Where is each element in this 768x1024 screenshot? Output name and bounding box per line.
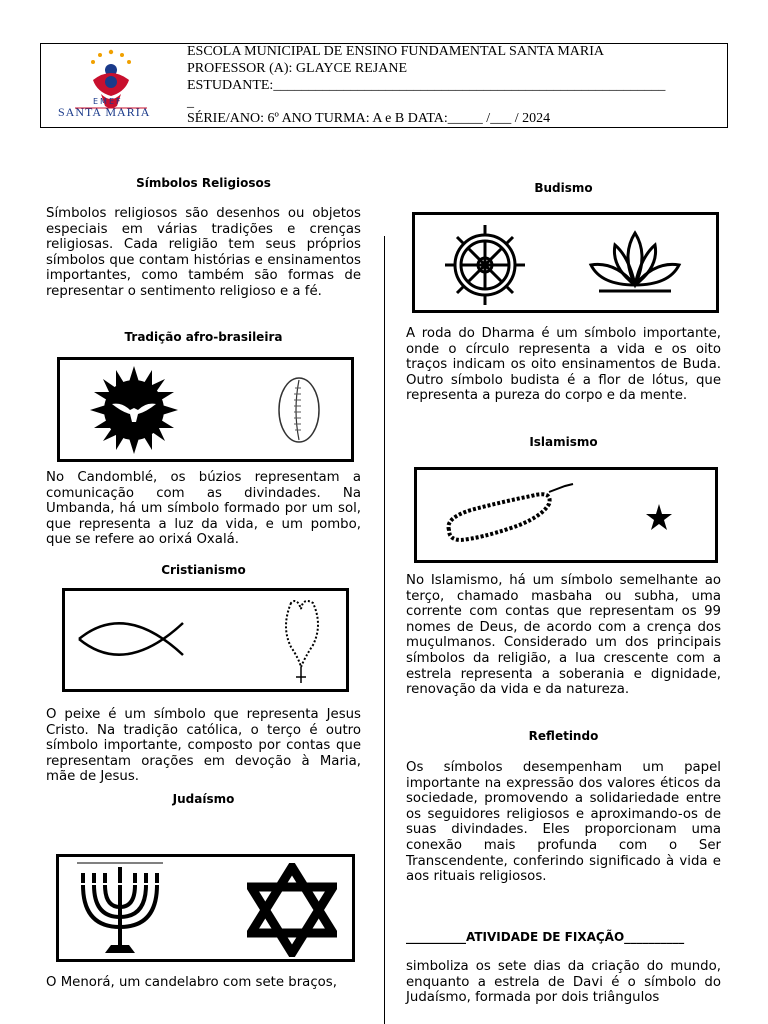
- menorah-icon: [73, 859, 167, 959]
- main-title: Símbolos Religiosos: [136, 176, 271, 190]
- christ-image-box: [62, 588, 349, 692]
- bud-paragraph: A roda do Dharma é um símbolo importante, onde o círculo representa a vida e os oito traços indicam os oito ensinamentos de Buda. Outro símbolo budista é a flor de lótus, que representa a pureza do corpo e da mente.: [406, 326, 721, 404]
- teacher-line: PROFESSOR (A): GLAYCE REJANE: [187, 61, 408, 76]
- activity-paragraph: simboliza os sete dias da criação do mundo, enquanto a estrela de Davi é o símbolo do Judaísmo, formada por dois triângulos: [406, 959, 721, 1006]
- student-line: ESTUDANTE:________________________________________________________: [187, 78, 666, 93]
- student-line-cont: _: [187, 95, 194, 110]
- lotus-flower-icon: [585, 227, 685, 297]
- bud-title: Budismo: [534, 181, 593, 195]
- afro-image-box: [57, 357, 354, 462]
- header-box: [40, 43, 728, 128]
- dharma-wheel-icon: [443, 223, 527, 307]
- ichthys-fish-icon: [75, 609, 215, 669]
- afro-title: Tradição afro-brasileira: [124, 330, 283, 344]
- logo-caption-top: EMEF: [93, 97, 123, 106]
- intro-paragraph: Símbolos religiosos são desenhos ou objetos especiais em várias tradições e crenças religiosas. Cada religião tem seus próprios símbolos que contam histórias e ensinamentos importantes, como também são formas de representar o sentimento religioso e a fé.: [46, 206, 361, 299]
- jud-title: Judaísmo: [172, 792, 235, 806]
- crescent-star-icon: [603, 478, 683, 558]
- cowrie-shell-icon: [274, 374, 324, 446]
- isl-title: Islamismo: [529, 435, 598, 449]
- isl-paragraph: No Islamismo, há um símbolo semelhante ao terço, chamado masbaha ou subha, uma corrente com contas que representam os 99 nomes de Deus, de acordo com a crença dos muçulmanos. Considerado um dos principais símbolos da religião, a lua crescente com a estrela representa a soberania e dignidade, renovação da vida e da natureza.: [406, 573, 721, 698]
- serie-line: SÉRIE/ANO: 6º ANO TURMA: A e B DATA:_____ /___ / 2024: [187, 111, 551, 126]
- sun-dove-icon: [88, 364, 180, 456]
- jud-paragraph: O Menorá, um candelabro com sete braços,: [46, 975, 337, 990]
- prayer-beads-icon: [441, 480, 581, 550]
- isl-image-box: [414, 467, 718, 563]
- christ-title: Cristianismo: [161, 563, 246, 577]
- ref-paragraph: Os símbolos desempenham um papel importante na expressão dos valores éticos da sociedade, promovendo a solidariedade entre os seguidores religiosos e aproximando-os de suas divindades. Eles proporcionam uma conexão mais profunda com o Ser Transcendente, conferindo significado à vida e aos rituais religiosos.: [406, 760, 721, 885]
- activity-title: __________ATIVIDADE DE FIXAÇÃO__________: [406, 930, 685, 944]
- star-of-david-icon: [247, 863, 337, 957]
- christ-paragraph: O peixe é um símbolo que representa Jesus Cristo. Na tradição católica, o terço é outro símbolo importante, composto por contas que representam orações em devoção à Maria, mãe de Jesus.: [46, 707, 361, 785]
- afro-paragraph: No Candomblé, os búzios representam a comunicação com as divindades. Na Umbanda, há um símbolo formado por um sol, que representa a luz da vida, e um pombo, que se refere ao orixá Oxalá.: [46, 470, 361, 548]
- jud-image-box: [56, 854, 355, 962]
- ref-title: Refletindo: [528, 729, 599, 743]
- rosary-icon: [277, 597, 327, 687]
- school-name: ESCOLA MUNICIPAL DE ENSINO FUNDAMENTAL SANTA MARIA: [187, 44, 604, 59]
- column-divider: [384, 236, 385, 1024]
- logo-caption-bottom: SANTA MARIA: [58, 105, 151, 119]
- bud-image-box: [412, 212, 719, 313]
